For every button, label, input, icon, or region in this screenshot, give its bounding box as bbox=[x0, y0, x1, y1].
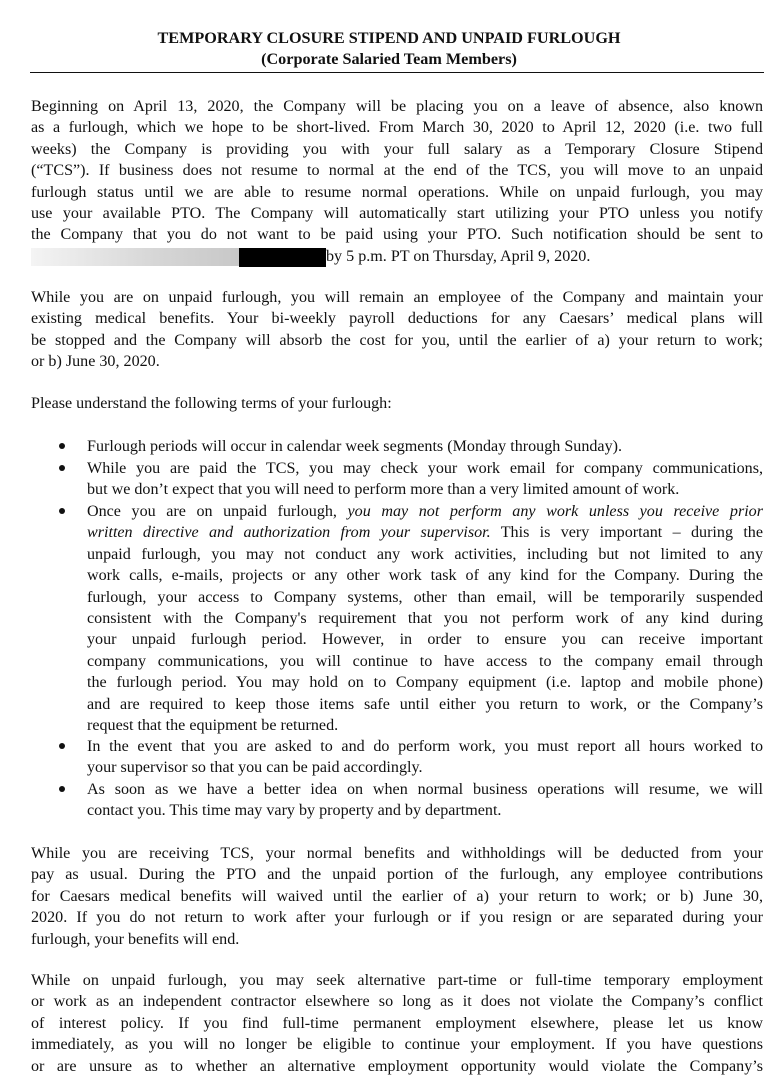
title-divider bbox=[30, 72, 764, 73]
paragraph-line: or b) June 30, 2020. bbox=[31, 353, 160, 371]
paragraph-medical-benefits bbox=[31, 287, 763, 373]
bullet-line-segment: Once you are on unpaid furlough, bbox=[87, 503, 348, 520]
paragraph-line: use your available PTO. The Company will automatically start utilizing your PTO unless you notify bbox=[31, 205, 763, 223]
paragraph-line-redacted bbox=[31, 246, 763, 267]
paragraph-line: or are unsure as to whether an alternative employment opportunity would violate the Company’s bbox=[31, 1057, 763, 1075]
document-title: TEMPORARY CLOSURE STIPEND AND UNPAID FURLOUGH bbox=[157, 29, 621, 47]
bullet-line: work calls, e-mails, projects or any other work task of any kind for the Company. During the bbox=[87, 567, 763, 585]
bullet-line: As soon as we have a better idea on when normal business operations will resume, we will bbox=[87, 781, 763, 798]
bullet-line: consistent with the Company's requirement that you not perform work of any kind during bbox=[87, 610, 763, 628]
bullet-line: but we don’t expect that you will need to perform more than a very limited amount of work. bbox=[87, 481, 680, 499]
paragraph-benefits-withholdings bbox=[31, 843, 763, 950]
bullet-line: contact you. This time may vary by property and by department. bbox=[87, 802, 502, 820]
bullet-text bbox=[87, 436, 763, 457]
bullet-line-segment: This is very important – during the bbox=[490, 524, 763, 542]
document-subtitle: (Corporate Salaried Team Members) bbox=[261, 50, 517, 68]
bullet-line: unpaid furlough, you may not conduct any work activities, including but not limited to any bbox=[87, 545, 763, 563]
bullet-line: company communications, you will continue to have access to the company email through bbox=[87, 652, 763, 670]
bullet-line: the furlough period. You may hold on to Company equipment (i.e. laptop and mobile phone) bbox=[87, 674, 763, 692]
bullet-line: your supervisor so that you can be paid accordingly. bbox=[87, 759, 423, 777]
paragraph-terms-intro bbox=[31, 393, 763, 414]
paragraph-line: (“TCS”). If business does not resume to normal at the end of the TCS, you will move to an unpaid bbox=[31, 162, 763, 180]
bullet-line-emphasis: written directive and authorization from your supervisor. bbox=[87, 524, 491, 542]
bullet-line: and are required to keep those items safe until either you return to work, or the Company’s bbox=[87, 695, 763, 713]
paragraph-line: pay as usual. During the PTO and the unpaid portion of the furlough, any employee contributions bbox=[31, 866, 763, 884]
paragraph-line: the Company that you do not want to be paid using your PTO. Such notification should be sent to bbox=[31, 226, 763, 244]
bullet-text bbox=[87, 779, 763, 822]
bullet-line: While you are paid the TCS, you may check your work email for company communications, bbox=[87, 460, 763, 477]
redaction-block bbox=[239, 248, 326, 267]
paragraph-line: While on unpaid furlough, you may seek alternative part-time or full-time temporary employment bbox=[31, 972, 763, 989]
bullet-line bbox=[87, 522, 763, 543]
paragraph-line: weeks) the Company is providing you with your full salary as a Temporary Closure Stipend bbox=[31, 140, 763, 158]
paragraph-line: furlough status until we are able to resume normal operations. While on unpaid furlough, you may bbox=[31, 183, 763, 201]
bullet-line-emphasis: you may not perform any work unless you receive prior bbox=[347, 503, 763, 520]
paragraph-leave-of-absence bbox=[31, 96, 763, 267]
bullet-line: Furlough periods will occur in calendar week segments (Monday through Sunday). bbox=[87, 438, 622, 455]
paragraph-line: Beginning on April 13, 2020, the Company will be placing you on a leave of absence, also known bbox=[31, 98, 763, 115]
bullet-dot bbox=[59, 465, 65, 471]
bullet-dot bbox=[59, 508, 65, 514]
paragraph-line: as a furlough, which we hope to be short-lived. From March 30, 2020 to April 12, 2020 (i.e. two full bbox=[31, 119, 763, 137]
bullet-text bbox=[87, 458, 763, 501]
redaction-blur bbox=[31, 248, 239, 266]
bullet-text bbox=[87, 736, 763, 779]
notification-deadline: by 5 p.m. PT on Thursday, April 9, 2020. bbox=[326, 247, 591, 265]
bullet-line: request that the equipment be returned. bbox=[87, 717, 339, 735]
bullet-text bbox=[87, 501, 763, 736]
paragraph-line: 2020. If you do not return to work after your furlough or if you resign or are separated during your bbox=[31, 909, 763, 927]
bullet-line: your unpaid furlough period. However, in order to ensure you can receive important bbox=[87, 631, 763, 649]
bullet-dot bbox=[59, 443, 65, 449]
bullet-dot bbox=[59, 786, 65, 792]
bullet-line: In the event that you are asked to and do perform work, you must report all hours worked to bbox=[87, 738, 763, 755]
paragraph-line: Please understand the following terms of your furlough: bbox=[31, 395, 392, 412]
paragraph-line: for Caesars medical benefits will waived until the earlier of a) your return to work; or b) June 30, bbox=[31, 887, 763, 905]
paragraph-line: immediately, as you will no longer be eligible to continue your employment. If you have questions bbox=[31, 1036, 763, 1054]
paragraph-line: While you are receiving TCS, your normal benefits and withholdings will be deducted from your bbox=[31, 845, 763, 862]
paragraph-line: of interest policy. If you find full-time permanent employment elsewhere, please let us know bbox=[31, 1014, 763, 1032]
paragraph-line: While you are on unpaid furlough, you will remain an employee of the Company and maintain your bbox=[31, 289, 763, 306]
bullet-dot bbox=[59, 743, 65, 749]
bullet-line bbox=[87, 501, 763, 522]
paragraph-line: existing medical benefits. Your bi-weekly payroll deductions for any Caesars’ medical plans will bbox=[31, 310, 763, 328]
paragraph-line: furlough, your benefits will end. bbox=[31, 930, 240, 948]
paragraph-line: or work as an independent contractor elsewhere so long as it does not violate the Company’s conflict bbox=[31, 993, 763, 1011]
paragraph-line: be stopped and the Company will absorb the cost for you, until the earlier of a) your return to work; bbox=[31, 331, 763, 349]
bullet-line: furlough, your access to Company systems, other than email, will be temporarily suspended bbox=[87, 588, 763, 606]
paragraph-alternative-employment bbox=[31, 970, 763, 1077]
